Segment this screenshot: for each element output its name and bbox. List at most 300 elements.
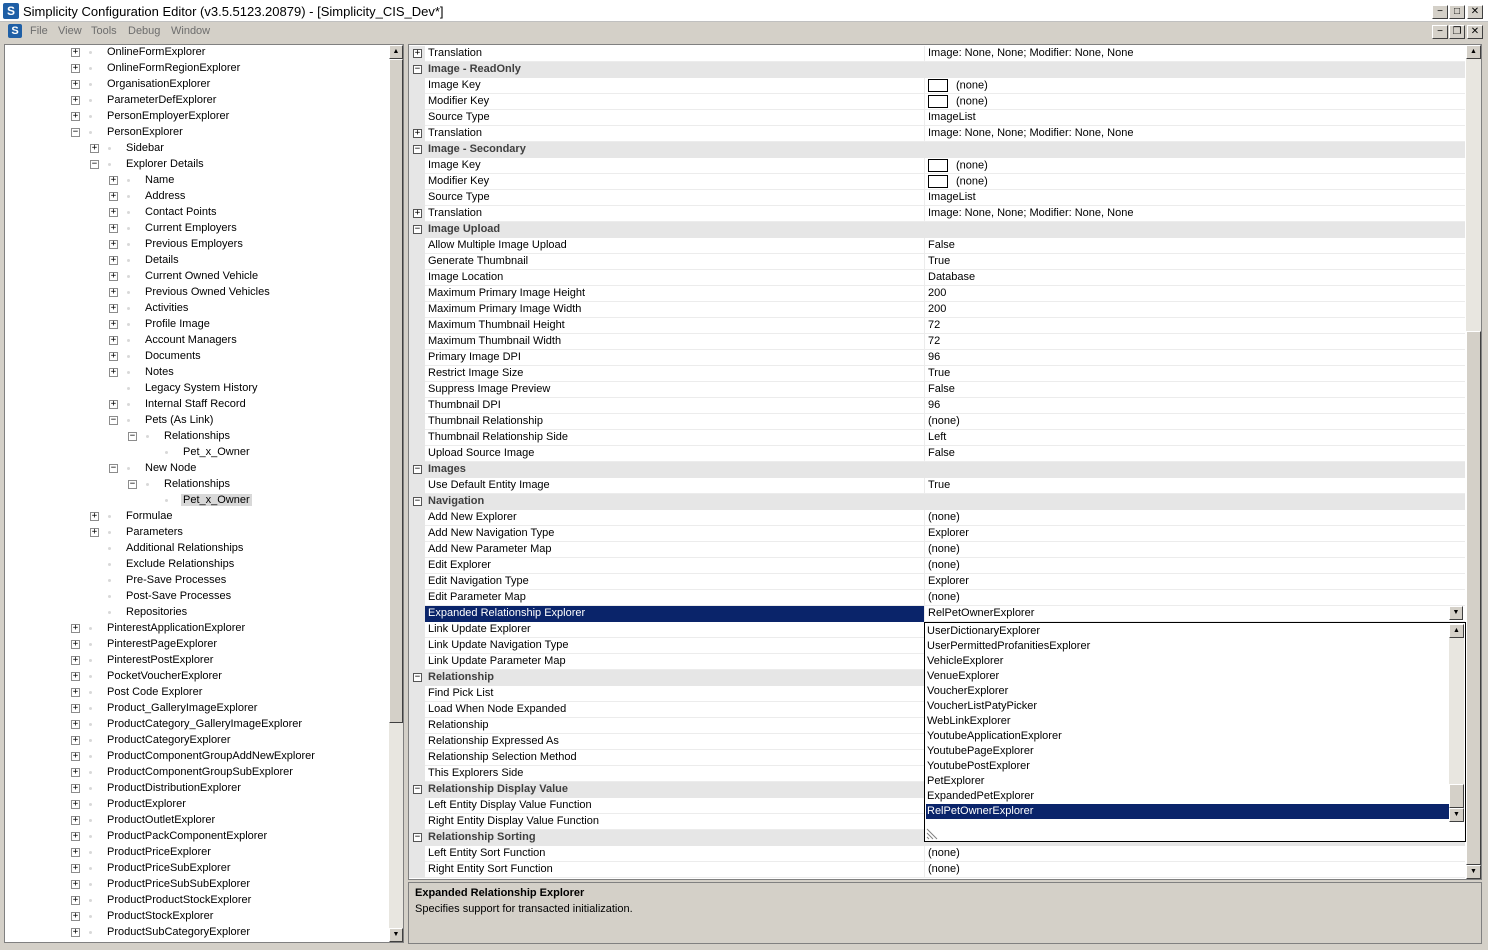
tree-item[interactable] bbox=[5, 813, 387, 829]
column-divider bbox=[924, 526, 925, 542]
tree-item-label[interactable]: ParameterDefExplorer bbox=[107, 94, 217, 106]
expand-icon[interactable]: + bbox=[110, 351, 117, 361]
expand-icon[interactable]: + bbox=[110, 255, 117, 265]
tree-item-label[interactable]: ProductPackComponentExplorer bbox=[107, 830, 268, 842]
tree-item[interactable] bbox=[5, 669, 387, 685]
property-row[interactable] bbox=[409, 126, 1465, 142]
tree-item-label[interactable]: Post Code Explorer bbox=[107, 686, 203, 698]
dropdown-scroll-down-button[interactable]: ▼ bbox=[1449, 808, 1464, 822]
tree-item[interactable] bbox=[5, 45, 387, 61]
tree-item-label[interactable]: Legacy System History bbox=[145, 382, 258, 394]
expand-icon[interactable]: + bbox=[110, 335, 117, 345]
property-row[interactable] bbox=[409, 526, 1465, 542]
tree-item[interactable] bbox=[5, 653, 387, 669]
tree-item-label[interactable]: ProductCategory_GalleryImageExplorer bbox=[107, 718, 303, 730]
tree-item-label[interactable]: ProductStockExplorer bbox=[107, 910, 214, 922]
dropdown-option[interactable]: RelPetOwnerExplorer bbox=[926, 804, 1449, 819]
tree-item[interactable] bbox=[5, 925, 387, 941]
dropdown-option[interactable]: ExpandedPetExplorer bbox=[927, 790, 1035, 802]
tree-item-label[interactable]: Sidebar bbox=[126, 142, 164, 154]
tree-item-label[interactable]: ProductOutletExplorer bbox=[107, 814, 216, 826]
collapse-icon[interactable]: − bbox=[414, 464, 421, 474]
property-value[interactable] bbox=[928, 351, 940, 363]
property-value-text: (none) bbox=[956, 159, 988, 172]
dropdown-option[interactable]: VehicleExplorer bbox=[927, 655, 1004, 667]
property-row[interactable] bbox=[409, 334, 1465, 350]
tree-item[interactable] bbox=[5, 93, 387, 109]
expand-icon[interactable]: + bbox=[72, 63, 79, 73]
tree-item[interactable] bbox=[5, 301, 387, 317]
maximize-button[interactable]: □ bbox=[1449, 5, 1465, 19]
tree-item-label[interactable]: Pet_x_Owner bbox=[183, 446, 250, 458]
property-value[interactable] bbox=[928, 255, 950, 267]
property-value[interactable] bbox=[928, 431, 946, 443]
expand-icon[interactable]: + bbox=[72, 831, 79, 841]
property-row[interactable] bbox=[409, 302, 1465, 318]
tree-item-label[interactable]: Previous Owned Vehicles bbox=[145, 286, 270, 298]
tree-item[interactable] bbox=[5, 205, 387, 221]
collapse-icon[interactable]: − bbox=[110, 463, 117, 473]
expand-icon[interactable]: + bbox=[72, 815, 79, 825]
expand-icon[interactable]: + bbox=[72, 639, 79, 649]
tree-item[interactable] bbox=[5, 349, 387, 365]
explorer-tree[interactable] bbox=[4, 44, 404, 943]
tree-item-label[interactable]: OnlineFormExplorer bbox=[107, 46, 206, 58]
expand-icon[interactable]: + bbox=[91, 527, 98, 537]
property-name: This Explorers Side bbox=[428, 767, 524, 779]
expand-icon[interactable]: + bbox=[72, 767, 79, 777]
expand-icon[interactable]: + bbox=[110, 399, 117, 409]
property-value[interactable] bbox=[928, 127, 1133, 139]
dropdown-option[interactable]: VenueExplorer bbox=[927, 670, 1000, 682]
property-row[interactable] bbox=[409, 46, 1465, 62]
dropdown-option[interactable]: YoutubePageExplorer bbox=[927, 745, 1034, 757]
node-dot-icon bbox=[89, 787, 92, 790]
property-value[interactable] bbox=[928, 319, 940, 331]
property-value[interactable] bbox=[928, 607, 1034, 619]
tree-item[interactable] bbox=[5, 333, 387, 349]
property-value[interactable] bbox=[928, 527, 969, 539]
collapse-icon[interactable]: − bbox=[129, 479, 136, 489]
tree-item[interactable] bbox=[5, 893, 387, 909]
expand-icon[interactable]: + bbox=[414, 48, 421, 58]
expand-icon[interactable]: + bbox=[72, 719, 79, 729]
tree-item[interactable] bbox=[5, 733, 387, 749]
explorer-dropdown-list[interactable] bbox=[924, 622, 1466, 842]
property-value[interactable] bbox=[928, 511, 960, 523]
tree-item-label[interactable]: Activities bbox=[145, 302, 189, 314]
dropdown-option[interactable]: WebLinkExplorer bbox=[927, 715, 1011, 727]
dropdown-scroll-up-button[interactable]: ▲ bbox=[1449, 624, 1464, 638]
expand-icon[interactable]: + bbox=[110, 271, 117, 281]
tree-item[interactable] bbox=[5, 109, 387, 125]
tree-item-label[interactable]: Pre-Save Processes bbox=[126, 574, 227, 586]
grid-scroll-down-button[interactable]: ▼ bbox=[1466, 865, 1481, 879]
tree-item-label[interactable]: Account Managers bbox=[145, 334, 237, 346]
tree-item-label[interactable]: Pets (As Link) bbox=[145, 414, 214, 426]
property-value[interactable] bbox=[928, 559, 960, 571]
tree-item[interactable] bbox=[5, 397, 387, 413]
tree-item-label[interactable]: Details bbox=[145, 254, 179, 266]
node-dot-icon bbox=[127, 419, 130, 422]
menu-view[interactable]: View bbox=[58, 25, 82, 37]
property-row[interactable] bbox=[409, 174, 1465, 190]
expand-icon[interactable]: + bbox=[110, 367, 117, 377]
tree-item-label[interactable]: ProductComponentGroupSubExplorer bbox=[107, 766, 293, 778]
tree-item-label[interactable]: Product_GalleryImageExplorer bbox=[107, 702, 258, 714]
collapse-icon[interactable]: − bbox=[414, 672, 421, 682]
property-value[interactable] bbox=[928, 303, 946, 315]
menu-tools[interactable]: Tools bbox=[91, 25, 117, 37]
tree-item-label[interactable]: Repositories bbox=[126, 606, 188, 618]
tree-item[interactable] bbox=[5, 317, 387, 333]
property-value[interactable] bbox=[928, 207, 1133, 219]
expand-icon[interactable]: + bbox=[72, 895, 79, 905]
property-category[interactable] bbox=[409, 462, 1465, 478]
tree-item-label[interactable]: Name bbox=[145, 174, 175, 186]
dropdown-option[interactable]: UserDictionaryExplorer bbox=[927, 625, 1041, 637]
expand-icon[interactable]: + bbox=[110, 239, 117, 249]
tree-item-label[interactable]: New Node bbox=[145, 462, 197, 474]
property-value[interactable] bbox=[928, 335, 940, 347]
collapse-icon[interactable]: − bbox=[72, 127, 79, 137]
tree-item-label[interactable]: Documents bbox=[145, 350, 201, 362]
property-row[interactable] bbox=[409, 574, 1465, 590]
property-row[interactable] bbox=[409, 446, 1465, 462]
expand-icon[interactable]: + bbox=[414, 208, 421, 218]
property-row[interactable] bbox=[409, 590, 1465, 606]
tree-item[interactable] bbox=[5, 477, 387, 493]
tree-item[interactable] bbox=[5, 461, 387, 477]
tree-item[interactable] bbox=[5, 77, 387, 93]
tree-item-label[interactable]: ProductCategoryExplorer bbox=[107, 734, 231, 746]
property-value[interactable] bbox=[928, 479, 950, 491]
collapse-icon[interactable]: − bbox=[129, 431, 136, 441]
property-row[interactable] bbox=[409, 606, 1465, 622]
expand-icon[interactable]: + bbox=[72, 783, 79, 793]
property-value[interactable] bbox=[928, 287, 946, 299]
collapse-icon[interactable]: − bbox=[414, 64, 421, 74]
property-row[interactable] bbox=[409, 542, 1465, 558]
menu-window[interactable]: Window bbox=[171, 25, 211, 37]
property-category[interactable] bbox=[409, 142, 1465, 158]
tree-item-label[interactable]: OnlineFormRegionExplorer bbox=[107, 62, 241, 74]
tree-item-label[interactable]: Relationships bbox=[164, 478, 231, 490]
property-value[interactable] bbox=[928, 575, 969, 587]
tree-item[interactable] bbox=[5, 797, 387, 813]
property-value[interactable] bbox=[928, 447, 955, 459]
property-row[interactable] bbox=[409, 366, 1465, 382]
property-row[interactable] bbox=[409, 510, 1465, 526]
tree-item-label[interactable]: ProductProductStockExplorer bbox=[107, 894, 252, 906]
expand-icon[interactable]: + bbox=[72, 927, 79, 937]
mdi-minimize-button[interactable]: − bbox=[1432, 25, 1448, 39]
property-row[interactable] bbox=[409, 398, 1465, 414]
dropdown-scrollbar[interactable] bbox=[1449, 624, 1464, 822]
tree-item[interactable] bbox=[5, 445, 387, 461]
tree-item[interactable] bbox=[5, 573, 387, 589]
tree-item-label[interactable]: PinterestPageExplorer bbox=[107, 638, 218, 650]
property-value[interactable] bbox=[928, 415, 960, 427]
property-category[interactable] bbox=[409, 222, 1465, 238]
row-gutter bbox=[409, 270, 425, 286]
tree-item-label[interactable]: ProductPriceSubSubExplorer bbox=[107, 878, 251, 890]
menu-file[interactable]: File bbox=[30, 25, 48, 37]
property-name: Find Pick List bbox=[428, 687, 494, 699]
property-row[interactable] bbox=[409, 846, 1465, 862]
property-value[interactable] bbox=[928, 591, 960, 603]
tree-item[interactable] bbox=[5, 253, 387, 269]
property-category[interactable] bbox=[409, 62, 1465, 78]
property-value[interactable] bbox=[928, 239, 955, 251]
expand-icon[interactable]: + bbox=[72, 79, 79, 89]
tree-item[interactable] bbox=[5, 605, 387, 621]
tree-item-label[interactable]: Exclude Relationships bbox=[126, 558, 235, 570]
tree-item[interactable] bbox=[5, 637, 387, 653]
column-divider bbox=[924, 574, 925, 590]
expand-icon[interactable]: + bbox=[72, 703, 79, 713]
expand-icon[interactable]: + bbox=[110, 191, 117, 201]
property-row[interactable] bbox=[409, 478, 1465, 494]
property-value[interactable] bbox=[928, 543, 960, 555]
expand-icon[interactable]: + bbox=[91, 511, 98, 521]
property-row[interactable] bbox=[409, 270, 1465, 286]
collapse-icon[interactable]: − bbox=[414, 144, 421, 154]
tree-item[interactable] bbox=[5, 701, 387, 717]
property-row[interactable] bbox=[409, 190, 1465, 206]
collapse-icon[interactable]: − bbox=[414, 224, 421, 234]
tree-item-label[interactable]: Additional Relationships bbox=[126, 542, 244, 554]
tree-item[interactable] bbox=[5, 557, 387, 573]
expand-icon[interactable]: + bbox=[91, 143, 98, 153]
property-row[interactable] bbox=[409, 254, 1465, 270]
property-value[interactable] bbox=[928, 271, 975, 283]
property-value[interactable] bbox=[928, 847, 960, 859]
tree-item-label[interactable]: Profile Image bbox=[145, 318, 210, 330]
tree-item[interactable] bbox=[5, 541, 387, 557]
mdi-restore-button[interactable]: ❐ bbox=[1449, 25, 1465, 39]
expand-icon[interactable]: + bbox=[72, 687, 79, 697]
tree-item[interactable] bbox=[5, 173, 387, 189]
tree-item-label[interactable]: ProductPriceSubExplorer bbox=[107, 862, 231, 874]
tree-item[interactable] bbox=[5, 365, 387, 381]
dropdown-option[interactable]: PetExplorer bbox=[927, 775, 985, 787]
tree-item-label[interactable]: Post-Save Processes bbox=[126, 590, 232, 602]
column-divider bbox=[924, 366, 925, 382]
tree-item[interactable] bbox=[5, 125, 387, 141]
property-value[interactable] bbox=[928, 191, 976, 203]
dropdown-scroll-thumb[interactable] bbox=[1449, 784, 1464, 808]
tree-item-label[interactable]: OrganisationExplorer bbox=[107, 78, 211, 90]
column-divider bbox=[924, 318, 925, 334]
expand-icon[interactable]: + bbox=[72, 47, 79, 57]
mdi-icon[interactable]: S bbox=[8, 24, 22, 38]
property-row[interactable] bbox=[409, 94, 1465, 110]
resize-grip-icon[interactable] bbox=[926, 828, 938, 840]
tree-item-label[interactable]: Notes bbox=[145, 366, 174, 378]
tree-item-label[interactable]: PinterestApplicationExplorer bbox=[107, 622, 246, 634]
expand-icon[interactable]: + bbox=[110, 207, 117, 217]
tree-item[interactable] bbox=[5, 589, 387, 605]
tree-item-label[interactable]: ProductSubCategoryExplorer bbox=[107, 926, 251, 938]
expand-icon[interactable]: + bbox=[72, 847, 79, 857]
tree-item-label[interactable]: ProductPriceExplorer bbox=[107, 846, 211, 858]
tree-item-label[interactable]: Previous Employers bbox=[145, 238, 243, 250]
tree-item[interactable] bbox=[5, 845, 387, 861]
expand-icon[interactable]: + bbox=[72, 623, 79, 633]
tree-item[interactable] bbox=[5, 781, 387, 797]
tree-item[interactable] bbox=[5, 877, 387, 893]
dropdown-option[interactable]: UserPermittedProfanitiesExplorer bbox=[927, 640, 1091, 652]
tree-item[interactable] bbox=[5, 189, 387, 205]
dropdown-option[interactable]: VoucherExplorer bbox=[927, 685, 1009, 697]
collapse-icon[interactable]: − bbox=[414, 832, 421, 842]
row-gutter bbox=[409, 190, 425, 206]
minimize-button[interactable]: − bbox=[1432, 5, 1448, 19]
property-row[interactable] bbox=[409, 206, 1465, 222]
tree-item-label[interactable]: Current Owned Vehicle bbox=[145, 270, 259, 282]
expand-icon[interactable]: + bbox=[110, 319, 117, 329]
tree-item-label[interactable]: Pet_x_Owner bbox=[183, 494, 250, 506]
property-row[interactable] bbox=[409, 430, 1465, 446]
tree-item[interactable] bbox=[5, 413, 387, 429]
expand-icon[interactable]: + bbox=[414, 128, 421, 138]
tree-item-label[interactable]: PinterestPostExplorer bbox=[107, 654, 214, 666]
dropdown-option[interactable]: YoutubeApplicationExplorer bbox=[927, 730, 1062, 742]
expand-icon[interactable]: + bbox=[72, 751, 79, 761]
tree-item[interactable] bbox=[5, 269, 387, 285]
tree-item-label[interactable]: Internal Staff Record bbox=[145, 398, 246, 410]
property-row[interactable] bbox=[409, 862, 1465, 878]
tree-item[interactable] bbox=[5, 621, 387, 637]
tree-item-label[interactable]: ProductExplorer bbox=[107, 798, 186, 810]
tree-item[interactable] bbox=[5, 909, 387, 925]
property-row[interactable] bbox=[409, 558, 1465, 574]
grid-scroll-thumb[interactable] bbox=[1466, 331, 1481, 865]
mdi-close-button[interactable]: ✕ bbox=[1467, 25, 1483, 39]
tree-item[interactable] bbox=[5, 61, 387, 77]
tree-item-label[interactable]: Contact Points bbox=[145, 206, 217, 218]
property-value[interactable] bbox=[928, 383, 955, 395]
tree-item[interactable] bbox=[5, 381, 387, 397]
property-name: Translation bbox=[428, 127, 483, 139]
property-value-text: ImageList bbox=[928, 191, 976, 203]
tree-item[interactable] bbox=[5, 749, 387, 765]
tree-item-label[interactable]: Explorer Details bbox=[126, 158, 204, 170]
collapse-icon[interactable]: − bbox=[110, 415, 117, 425]
collapse-icon[interactable]: − bbox=[91, 159, 98, 169]
tree-item-label[interactable]: PersonEmployerExplorer bbox=[107, 110, 230, 122]
property-value[interactable] bbox=[928, 175, 988, 188]
property-row[interactable] bbox=[409, 238, 1465, 254]
expand-icon[interactable]: + bbox=[72, 863, 79, 873]
property-row[interactable] bbox=[409, 382, 1465, 398]
expand-icon[interactable]: + bbox=[72, 655, 79, 665]
scroll-thumb[interactable] bbox=[389, 59, 403, 723]
property-name: Thumbnail DPI bbox=[428, 399, 501, 411]
property-row[interactable] bbox=[409, 286, 1465, 302]
row-gutter bbox=[409, 302, 425, 318]
dropdown-option[interactable]: YoutubePostExplorer bbox=[927, 760, 1030, 772]
tree-item-label[interactable]: PocketVoucherExplorer bbox=[107, 670, 222, 682]
tree-item[interactable] bbox=[5, 237, 387, 253]
tree-item[interactable] bbox=[5, 717, 387, 733]
property-value[interactable] bbox=[928, 47, 1133, 59]
tree-item[interactable] bbox=[5, 157, 387, 173]
tree-item[interactable] bbox=[5, 141, 387, 157]
property-row[interactable] bbox=[409, 78, 1465, 94]
close-button[interactable]: ✕ bbox=[1467, 5, 1483, 19]
property-value[interactable] bbox=[928, 159, 988, 172]
tree-scrollbar[interactable] bbox=[389, 45, 403, 942]
row-gutter bbox=[409, 158, 425, 174]
row-gutter bbox=[409, 590, 425, 606]
expand-icon[interactable]: + bbox=[110, 287, 117, 297]
scroll-down-button[interactable]: ▼ bbox=[389, 928, 403, 942]
tree-item[interactable] bbox=[5, 685, 387, 701]
grid-scroll-up-button[interactable]: ▲ bbox=[1466, 45, 1481, 59]
dropdown-arrow-button[interactable]: ▼ bbox=[1449, 606, 1463, 620]
expand-icon[interactable]: + bbox=[72, 911, 79, 921]
property-row[interactable] bbox=[409, 414, 1465, 430]
property-category[interactable] bbox=[409, 494, 1465, 510]
property-row[interactable] bbox=[409, 318, 1465, 334]
dropdown-option[interactable]: VoucherListPatyPicker bbox=[927, 700, 1038, 712]
tree-item[interactable] bbox=[5, 861, 387, 877]
tree-item[interactable] bbox=[5, 221, 387, 237]
expand-icon[interactable]: + bbox=[110, 175, 117, 185]
property-row[interactable] bbox=[409, 110, 1465, 126]
property-value[interactable] bbox=[928, 95, 988, 108]
property-value[interactable] bbox=[928, 367, 950, 379]
property-value[interactable] bbox=[928, 863, 960, 875]
tree-item[interactable] bbox=[5, 285, 387, 301]
expand-icon[interactable]: + bbox=[72, 671, 79, 681]
tree-item-label[interactable]: Parameters bbox=[126, 526, 183, 538]
expand-icon[interactable]: + bbox=[72, 735, 79, 745]
tree-item-label[interactable]: Address bbox=[145, 190, 186, 202]
tree-item-label[interactable]: Relationships bbox=[164, 430, 231, 442]
expand-icon[interactable]: + bbox=[72, 879, 79, 889]
property-value[interactable] bbox=[928, 79, 988, 92]
tree-item-label[interactable]: ProductComponentGroupAddNewExplorer bbox=[107, 750, 315, 762]
property-value[interactable] bbox=[928, 399, 940, 411]
scroll-up-button[interactable]: ▲ bbox=[389, 45, 403, 59]
expand-icon[interactable]: + bbox=[110, 223, 117, 233]
tree-item[interactable] bbox=[5, 509, 387, 525]
tree-item[interactable] bbox=[5, 429, 387, 445]
tree-item[interactable] bbox=[5, 525, 387, 541]
menu-debug[interactable]: Debug bbox=[128, 25, 161, 37]
tree-item-label[interactable]: Current Employers bbox=[145, 222, 237, 234]
property-row[interactable] bbox=[409, 350, 1465, 366]
tree-item-label[interactable]: ProductDistributionExplorer bbox=[107, 782, 241, 794]
expand-icon[interactable]: + bbox=[72, 111, 79, 121]
expand-icon[interactable]: + bbox=[110, 303, 117, 313]
expand-icon[interactable]: + bbox=[72, 799, 79, 809]
property-row[interactable] bbox=[409, 158, 1465, 174]
tree-item-label[interactable]: Formulae bbox=[126, 510, 173, 522]
collapse-icon[interactable]: − bbox=[414, 784, 421, 794]
grid-scrollbar[interactable] bbox=[1466, 45, 1481, 879]
property-value[interactable] bbox=[928, 111, 976, 123]
collapse-icon[interactable]: − bbox=[414, 496, 421, 506]
tree-item[interactable] bbox=[5, 765, 387, 781]
tree-item[interactable] bbox=[5, 829, 387, 845]
tree-item[interactable] bbox=[5, 493, 387, 509]
expand-icon[interactable]: + bbox=[72, 95, 79, 105]
tree-item-label[interactable]: PersonExplorer bbox=[107, 126, 183, 138]
